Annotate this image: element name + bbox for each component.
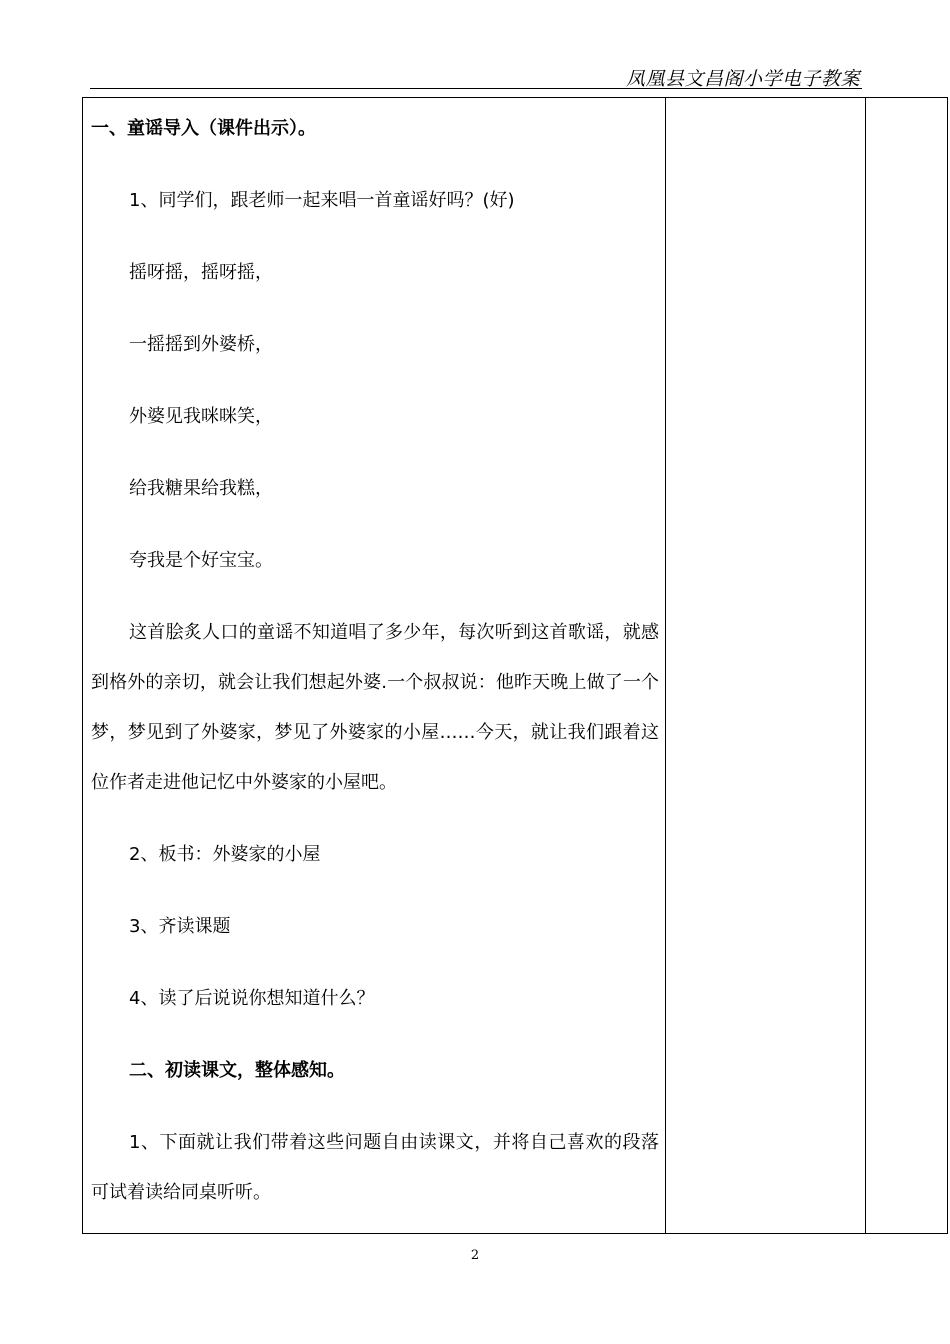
song-line: 给我糖果给我糕， xyxy=(129,478,273,499)
column-divider xyxy=(865,98,866,1233)
page-number: 2 xyxy=(470,1248,480,1263)
song-line: 摇呀摇，摇呀摇， xyxy=(129,262,273,283)
paragraph: 1、下面就让我们带着这些问题自由读课文，并将自己喜欢的段落可试着读给同桌听听。 xyxy=(91,1132,659,1203)
section-heading: 一、童谣导入（课件出示）。 xyxy=(91,118,316,139)
song-line: 夸我是个好宝宝。 xyxy=(129,550,273,571)
song-line: 外婆见我咪咪笑， xyxy=(129,406,273,427)
paragraph: 1、同学们，跟老师一起来唱一首童谣好吗？(好) xyxy=(129,190,515,211)
header-rule xyxy=(90,88,862,89)
paragraph: 4、读了后说说你想知道什么？ xyxy=(129,988,375,1009)
paragraph: 2、板书：外婆家的小屋 xyxy=(129,844,321,865)
column-divider xyxy=(665,98,666,1233)
document-header-title: 凤凰县文昌阁小学电子教案 xyxy=(625,68,860,90)
song-line: 一摇摇到外婆桥， xyxy=(129,334,273,355)
section-heading: 二、初读课文，整体感知。 xyxy=(129,1060,345,1081)
paragraph: 这首脍炙人口的童谣不知道唱了多少年，每次听到这首歌谣，就感到格外的亲切，就会让我们想起外婆.一个叔叔说：他昨天晚上做了一个梦，梦见到了外婆家，梦见了外婆家的小屋……今天，就让我们跟着这位作者走进他记忆中外婆家的小屋吧。 xyxy=(91,622,659,793)
lesson-content-cell xyxy=(91,98,659,1218)
paragraph: 3、齐读课题 xyxy=(129,916,231,937)
lesson-plan-table xyxy=(82,97,948,1234)
